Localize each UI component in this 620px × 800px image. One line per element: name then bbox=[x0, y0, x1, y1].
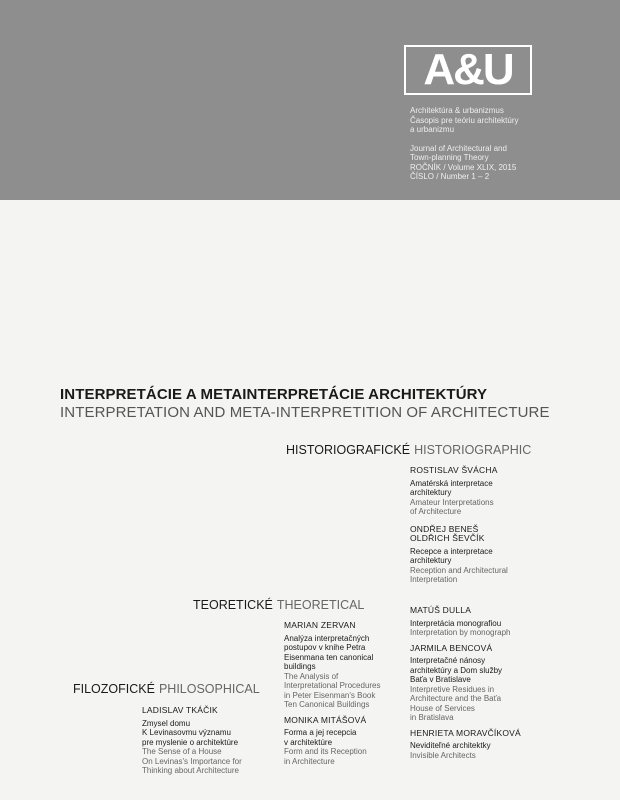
article-title-en: Interpretation bbox=[410, 575, 458, 584]
article-title-sk: postupov v knihe Petra bbox=[284, 643, 366, 652]
article-title-sk: pre myslenie o architektúre bbox=[142, 737, 239, 747]
article-title-en: Thinking about Architecture bbox=[142, 766, 239, 775]
article-entry bbox=[284, 716, 404, 767]
article-title-en: The Sense of a House bbox=[142, 747, 222, 756]
section-label-sk: HISTORIOGRAFICKÉ bbox=[286, 443, 411, 457]
article-author: HENRIETA MORAVČÍKOVÁ bbox=[410, 727, 521, 738]
column-right-lower bbox=[410, 606, 610, 766]
article-title-en: of Architecture bbox=[410, 507, 462, 516]
article-title-sk: Forma a jej recepcia bbox=[284, 728, 357, 737]
article-author: MATÚŠ DULLA bbox=[410, 605, 472, 615]
header-band bbox=[0, 0, 620, 200]
section-philosophical bbox=[73, 682, 260, 696]
article-title-en: The Analysis of bbox=[284, 671, 339, 681]
article-entry bbox=[284, 621, 404, 710]
section-historiographic bbox=[286, 443, 531, 457]
article-author: MONIKA MITÁŠOVÁ bbox=[284, 714, 367, 725]
volume-line: ROČNÍK / Volume XLIX, 2015 bbox=[410, 162, 517, 172]
article-title-sk: Analýza interpretačných bbox=[284, 633, 370, 643]
article-author: LADISLAV TKÁČIK bbox=[142, 705, 218, 715]
article-author: MARIAN ZERVAN bbox=[284, 620, 356, 630]
article-entry bbox=[410, 466, 610, 517]
article-title-en: in Architecture bbox=[284, 756, 335, 766]
journal-line-en: Town-planning Theory bbox=[410, 153, 489, 162]
article-title-sk: architektúry a Dom služby bbox=[410, 665, 503, 675]
article-title-en: in Peter Eisenman's Book bbox=[284, 690, 376, 700]
article-title-sk: Zmysel domu bbox=[142, 718, 191, 728]
article-title-sk: Recepce a interpretace bbox=[410, 546, 493, 556]
article-title-en: Invisible Architects bbox=[410, 750, 476, 760]
article-title-sk: buildings bbox=[284, 662, 316, 671]
section-label-sk: TEORETICKÉ bbox=[193, 598, 273, 612]
article-title-en: Architecture and the Baťa bbox=[410, 694, 502, 703]
article-author: OLDŘICH ŠEVČÍK bbox=[410, 533, 485, 543]
article-author: JARMILA BENCOVÁ bbox=[410, 642, 493, 653]
article-title-en: Reception and Architectural bbox=[410, 565, 508, 575]
column-middle bbox=[284, 621, 404, 772]
article-title-sk: architektury bbox=[410, 556, 452, 565]
article-title-en: House of Services bbox=[410, 703, 475, 713]
journal-line: Časopis pre teóriu architektúry bbox=[410, 115, 519, 125]
article-entry bbox=[410, 606, 610, 638]
article-title-sk: architektury bbox=[410, 488, 452, 497]
article-entry bbox=[410, 525, 610, 585]
article-title-en: Interpretive Residues in bbox=[410, 684, 495, 694]
article-title-sk: Baťa v Bratislave bbox=[410, 675, 471, 684]
journal-logo: A&U bbox=[404, 45, 532, 95]
article-title-en: in Bratislava bbox=[410, 713, 454, 722]
number-line: ČÍSLO / Number 1 – 2 bbox=[410, 172, 490, 181]
article-title-sk: Interpretácia monografiou bbox=[410, 618, 502, 628]
column-right bbox=[410, 466, 610, 591]
article-title-sk: v architektúre bbox=[284, 737, 333, 747]
section-theoretical bbox=[193, 598, 364, 612]
article-title-en: Amateur Interpretations bbox=[410, 497, 494, 507]
issue-title-en: INTERPRETATION AND META-INTERPRETITION OF ARCHITECTURE bbox=[60, 404, 550, 421]
journal-line-en: Journal of Architectural and bbox=[410, 143, 507, 153]
article-title-en: Form and its Reception bbox=[284, 747, 367, 756]
article-entry bbox=[410, 644, 610, 723]
article-title-en: Interpretational Procedures bbox=[284, 681, 381, 690]
article-entry bbox=[410, 729, 610, 761]
article-title-en: On Levinas's Importance for bbox=[142, 756, 242, 766]
section-label-en: HISTORIOGRAPHIC bbox=[414, 443, 532, 457]
article-title-sk: Eisenmana ten canonical bbox=[284, 652, 374, 662]
journal-info bbox=[410, 106, 610, 182]
section-label-en: THEORETICAL bbox=[276, 598, 365, 612]
article-author: ONDŘEJ BENEŠ bbox=[410, 523, 479, 534]
article-title-en: Ten Canonical Buildings bbox=[284, 700, 370, 709]
journal-line: a urbanizmu bbox=[410, 125, 455, 134]
section-label-sk: FILOZOFICKÉ bbox=[73, 682, 155, 696]
article-title-sk: Amatérská interpretace bbox=[410, 478, 493, 488]
article-entry bbox=[142, 706, 278, 776]
article-author: ROSTISLAV ŠVÁCHA bbox=[410, 465, 498, 475]
journal-line: Architektúra & urbanizmus bbox=[410, 106, 504, 115]
article-title-sk: Neviditeľné architektky bbox=[410, 741, 491, 750]
column-left bbox=[142, 706, 278, 782]
article-title-en: Interpretation by monograph bbox=[410, 628, 511, 637]
article-title-sk: K Levinasovmu významu bbox=[142, 728, 231, 737]
article-title-sk: Interpretačné nánosy bbox=[410, 656, 486, 665]
issue-title-sk: INTERPRETÁCIE A METAINTERPRETÁCIE ARCHITEKTÚRY bbox=[60, 386, 488, 403]
section-label-en: PHILOSOPHICAL bbox=[158, 682, 260, 696]
